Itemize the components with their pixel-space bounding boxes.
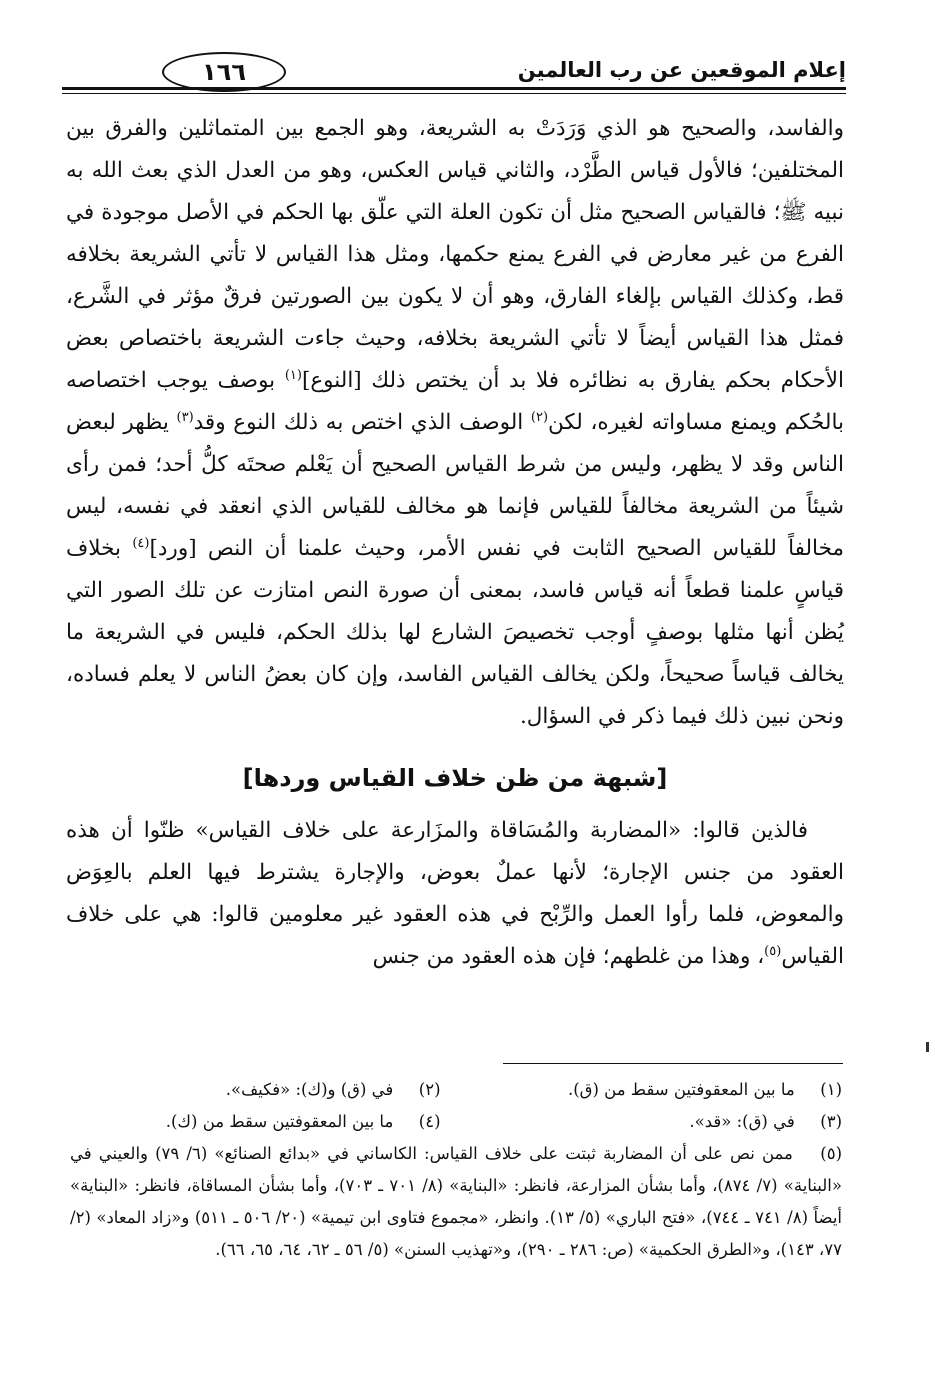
footnote-number: (٥) [820, 1144, 842, 1163]
paragraph-text: ، وهذا من غلطهم؛ فإن هذه العقود من جنس [372, 944, 765, 969]
footnote-number: (٢) [418, 1080, 441, 1099]
footnote-number: (١) [820, 1080, 842, 1099]
footnote-text: في (ق): «قد». [689, 1112, 795, 1131]
footnote-text: ما بين المعقوفتين سقط من (ق). [567, 1080, 795, 1099]
footnote-text: ما بين المعقوفتين سقط من (ك). [165, 1112, 394, 1131]
footnote-1 [471, 1074, 842, 1106]
footnote-marker[interactable]: (١) [284, 367, 302, 383]
footnotes [70, 1074, 842, 1266]
paragraph [66, 108, 844, 738]
paragraph-text: بوصف يوجب اختصاصه بالحُكم ويمنع مساواته لغيره، لكن [66, 368, 844, 435]
page-number: ١٦٦ [202, 58, 246, 86]
footnote-marker[interactable]: (٣) [176, 409, 194, 425]
paragraph [66, 810, 844, 978]
footnote-marker[interactable]: (٥) [764, 943, 782, 959]
footnote-marker[interactable]: (٤) [132, 535, 150, 551]
footnote-5 [70, 1138, 842, 1266]
footnote-text: في (ق) و(ك): «فكيف». [225, 1080, 394, 1099]
footnote-marker[interactable]: (٢) [530, 409, 549, 425]
footnote-number: (٤) [418, 1112, 441, 1131]
paragraph-text: بخلاف قياسٍ علمنا قطعاً أنه قياس فاسد، بمعنى أن صورة النص امتازت عن تلك الصور التي يُظن أنها مثلها بوصفٍ أوجب تخصيصَ الشارع لها بذلك الحكم، فليس في الشريعة ما يخالف قياساً صحيحاً، ولكن يخالف القياس الفاسد، وإن كان بعضُ الناس لا يعلم فساده، ونحن نبين ذلك فيما ذكر في السؤال. [66, 536, 844, 729]
paragraph-text: فالذين قالوا: «المضاربة والمُسَاقاة والمزَارعة على خلاف القياس» ظنّوا أن هذه العقود من جنس الإجارة؛ لأنها عملٌ بعوض، والإجارة يشترط فيها العلم بالعِوَض والمعوض، فلما رأوا العمل والرِّبْح في هذه العقود غير معلومين قالوا: هي على خلاف القياس [66, 818, 844, 969]
footnote-divider [503, 1063, 843, 1064]
paragraph-text: يظهر لبعض الناس وقد لا يظهر، وليس من شرط القياس الصحيح أن يَعْلم صحتَه كلُّ أحد؛ فمن رأى شيئاً من الشريعة مخالفاً للقياس فإنما هو مخالف للقياس الذي انعقد في نفسه، ليس مخالفاً للقياس الصحيح الثابت في نفس الأمر، وحيث علمنا أن النص [ورد] [66, 410, 845, 561]
paragraph-text: والفاسد، والصحيح هو الذي وَرَدَتْ به الشريعة، وهو الجمع بين المتماثلين والفرق بين المختلفين؛ فالأول قياس الطَّرْد، والثاني قياس العكس، وهو من العدل الذي بعث الله به نبيه ﷺ؛ فالقياس الصحيح مثل أن تكون العلة التي علّق بها الحكم في الأصل موجودة في الفرع من غير معارض في الفرع يمنع حكمها، ومثل هذا القياس لا تأتي الشريعة بخلافه قط، وكذلك القياس بإلغاء الفارق، وهو أن لا يكون بين الصورتين فرقٌ مؤثر في الشَّرع، فمثل هذا القياس أيضاً لا تأتي الشريعة بخلافه، وحيث جاءت الشريعة باختصاص بعض الأحكام بحكم يفارق به نظائره فلا بد أن يختص ذلك [النوع] [66, 116, 844, 393]
margin-mark [926, 1042, 929, 1052]
section-heading: [شبهة من ظن خلاف القياس وردها] [242, 764, 668, 792]
page-header [62, 50, 846, 98]
footnote-2 [70, 1074, 441, 1106]
footnote-row [70, 1106, 842, 1138]
footnote-3 [471, 1106, 842, 1138]
footnote-4 [70, 1106, 441, 1138]
page-number-badge [162, 52, 286, 92]
footnote-text: ممن نص على أن المضاربة ثبتت على خلاف القياس: الكاساني في «بدائع الصنائع» (٦/ ٧٩) والعيني في «البناية» (٧/ ٨٧٤)، وأما بشأن المزارعة، فانظر: «البناية» (٨/ ٧٠١ ـ ٧٠٣)، وأما بشأن المساقاة، فانظر: «البناية» أيضاً (٨/ ٧٤١ ـ ٧٤٤)، «فتح الباري» (٥/ ١٣). وانظر، «مجموع فتاوى ابن تيمية» (٢٠/ ٥٠٦ ـ ٥١١) و«زاد المعاد» (٢/ ٧٧، ١٤٣)، و«الطرق الحكمية» (ص: ٢٨٦ ـ ٢٩٠)، و«تهذيب السنن» (٥/ ٥٦ ـ ٦٢، ٦٤، ٦٥، ٦٦). [70, 1144, 843, 1259]
footnote-number: (٣) [820, 1112, 842, 1131]
paragraph-text: الوصف الذي اختص به ذلك النوع وقد [193, 410, 531, 435]
header-rule-thick [62, 87, 846, 90]
footnote-row [70, 1074, 842, 1106]
header-rule-thin [62, 93, 846, 94]
book-title: إعلام الموقعين عن رب العالمين [517, 58, 846, 82]
main-text [66, 108, 844, 978]
